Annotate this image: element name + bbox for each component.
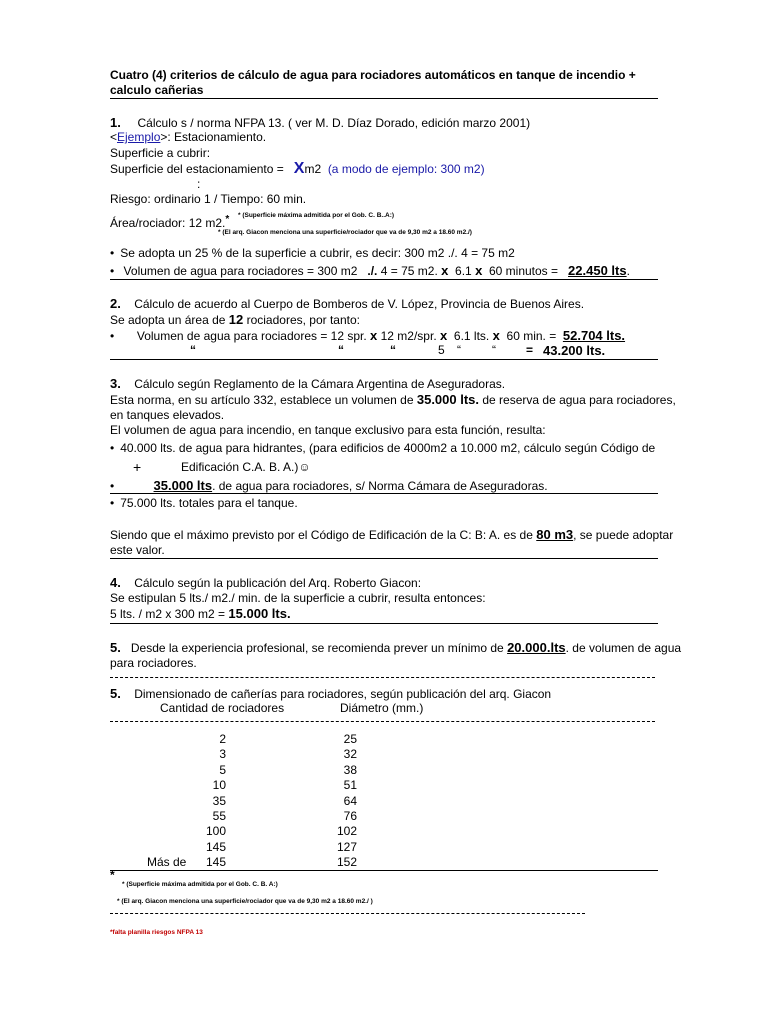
table-cell-sprinklers: 145	[205, 855, 226, 869]
footer-star: *	[110, 868, 115, 882]
section-2-rule	[110, 359, 658, 360]
table-dashed-rule	[110, 721, 655, 722]
area-line: Área/rociador: 12 m2.*	[110, 214, 230, 230]
section-3-heading: 3. Cálculo según Reglamento de la Cámara Argentina de Aseguradoras.	[110, 376, 506, 391]
x-mark: X	[293, 160, 305, 177]
section-5-heading: 5. Desde la experiencia profesional, se recomienda prever un mínimo de 20.000.lts. de volumen de agua	[110, 640, 682, 655]
bullet-sprinklers: • 35.000 lts. de agua para rociadores, s/ Norma Cámara de Aseguradoras.	[110, 478, 548, 494]
table-bottom-rule	[110, 870, 658, 871]
table-cell-diameter: 38	[343, 763, 357, 777]
section-2-heading: 2. Cálculo de acuerdo al Cuerpo de Bomberos de V. López, Provincia de Buenos Aires.	[110, 296, 585, 311]
example-link[interactable]: Ejemplo	[117, 130, 161, 144]
more-than-label: Más de	[147, 855, 187, 869]
table-cell-diameter: 25	[343, 732, 357, 746]
risk-line: Riesgo: ordinario 1 / Tiempo: 60 min.	[110, 192, 307, 206]
surface-line: Superficie a cubrir:	[110, 146, 211, 160]
section-5-dashed-rule	[110, 677, 655, 678]
bullet-volume-2: • Volumen de agua para rociadores = 12 spr. x 12 m2/spr. x 6.1 lts. x 60 min. = 52.704 lts.	[110, 328, 625, 344]
section-3-rule	[110, 558, 658, 559]
document-title: Cuatro (4) criterios de cálculo de agua para rociadores automáticos en tanque de incendio + calculo cañerias	[110, 68, 636, 97]
footer-dashed-rule	[110, 913, 585, 914]
plus-mark: +	[133, 459, 142, 475]
area-adopt-line: Se adopta un área de 12 rociadores, por tanto:	[110, 312, 360, 327]
bullet-total: • 75.000 lts. totales para el tanque.	[110, 496, 298, 511]
footnote-b: * (El arq. Giacon menciona una superficie/rociador que va de 9,30 m2 a 18.60 m2./)	[218, 229, 472, 236]
col-header-sprinklers: Cantidad de rociadores	[160, 701, 285, 715]
bullet-hydrants: • 40.000 lts. de agua para hidrantes, (para edificios de 4000m2 a 10.000 m2, cálculo según Código de	[110, 441, 655, 456]
max-code-line-2: este valor.	[110, 543, 165, 557]
norm-line-1: Esta norma, en su artículo 332, establece un volumen de 35.000 lts. de reserva de agua para rociadores,	[110, 392, 676, 407]
table-cell-diameter: 51	[343, 778, 357, 792]
table-cell-sprinklers: 55	[212, 809, 226, 823]
result-22450: 22.450 lts	[568, 263, 627, 278]
section-1-heading: 1. Cálculo s / norma NFPA 13. ( ver M. D. Díaz Dorado, edición marzo 2001)	[110, 115, 531, 130]
footnote-a: * (Superficie máxima admitida por el Gob. C. B..A:)	[238, 212, 395, 219]
table-cell-sprinklers: 3	[219, 747, 226, 761]
footnote-star: *	[225, 214, 230, 225]
section-1-rule	[110, 279, 658, 280]
table-cell-sprinklers: 10	[212, 778, 226, 792]
title-rule	[110, 98, 658, 99]
table-cell-sprinklers: 100	[205, 824, 226, 838]
table-cell-sprinklers: 145	[205, 840, 226, 854]
giacon-line-2: 5 lts. / m2 x 300 m2 = 15.000 lts.	[110, 606, 291, 621]
table-cell-diameter: 152	[336, 855, 357, 869]
example-note: (a modo de ejemplo: 300 m2)	[327, 162, 485, 176]
bullet-adopt: • Se adopta un 25 % de la superficie a cubrir, es decir: 300 m2 ./. 4 = 75 m2	[110, 246, 515, 261]
bullet-volume-1: • Volumen de agua para rociadores = 300 m2 ./. 4 = 75 m2. x 6.1 x 60 minutos = 22.450 lts.	[110, 263, 630, 279]
norm-line-3: El volumen de agua para incendio, en tanque exclusivo para esta función, resulta:	[110, 423, 546, 437]
parking-surface-line: Superficie del estacionamiento = Xm2 (a modo de ejemplo: 300 m2)	[110, 160, 485, 177]
section-pipes-heading: 5. Dimensionado de cañerías para rociadores, según publicación del arq. Giacon	[110, 686, 552, 701]
norm-line-2: en tanques elevados.	[110, 408, 225, 422]
footer-footnote-1: * (Superficie máxima admitida por el Gob. C. B. A:)	[122, 881, 278, 888]
table-cell-diameter: 127	[336, 840, 357, 854]
document-page: Cuatro (4) criterios de cálculo de agua para rociadores automáticos en tanque de incendio + calculo cañerias 1. Cálculo s / norma NFPA 13. ( ver M. D. Díaz Dorado, edición marzo 2001) <Ejemplo>: Estacionamiento. Superficie a cubrir: Superficie del estacionamiento = Xm2 (a modo de ejemplo: 300 m2) : Riesgo: ordinario 1 / Tiempo: 60 min. Área/rociador: 12 m2.* * (Superficie máxima admitida por el Gob. C. B..A:) * (El arq. Giacon menciona una superficie/rociador que va de 9,30 m2 a 18.60 m2./) • Se adopta un 25 % de la superficie a cubrir, es decir: 300 m2 ./. 4 = 75 m2 • Volumen de agua para rociadores = 300 m2 ./. 4 = 75 m2. x 6.1 x 60 minutos = 22.450 lts. 2. Cálculo de acuerdo al Cuerpo de Bomberos de V. López, Provincia de Buenos Aires. Se adopta un área de 12 rociadores, por tanto: • Volumen de agua para rociadores = 12 spr. x 12 m2/spr. x 6.1 lts. x 60 min. = 52.704 lts. “ “ “ 5 “ “ = 43.200 lts. 3. Cálculo según Reglamento de la Cámara Argentina de Aseguradoras. Esta norma, en su artículo 332, establece un volumen de 35.000 lts. de reserva de agua para rociadores, en tanques elevados. El volumen de agua para incendio, en tanque exclusivo para esta función, resulta: • 40.000 lts. de agua para hidrantes, (para edificios de 4000m2 a 10.000 m2, cálculo según Código de + Edificación C.A. B. A.)☺ • 35.000 lts. de agua para rociadores, s/ Norma Cámara de Aseguradoras. • 75.000 lts. totales para el tanque. Siendo que el máximo previsto por el Código de Edificación de la C: B: A. es de 80 m3, se puede adoptar este valor. 4. Cálculo según la publicación del Arq. Roberto Giacon: Se estipulan 5 lts./ m2./ min. de la superficie a cubrir, resulta entonces: 5 lts. / m2 x 300 m2 = 15.000 lts. 5. Desde la experiencia profesional, se recomienda prever un mínimo de 20.000.lts. de volumen de agua para rociadores. 5. Dimensionado de cañerías para rociadores, según publicación del arq. Giacon Cantidad de rociadores Diámetro (mm.) 2 25 3 32 5 38 10 51 35 64 55 76 100 102 145 127 145 152 Más de * * (Superficie máxima admitida por el Gob. C. B. A:) * (El arq. Giacon menciona una superficie/rociador que va de 9,30 m2 a 18.60 m2./ ) *falta planilla riesgos NFPA 13	[0, 0, 768, 1024]
section-4-heading: 4. Cálculo según la publicación del Arq. Roberto Giacon:	[110, 575, 422, 590]
result-15000: 15.000 lts.	[228, 606, 291, 621]
giacon-line-1: Se estipulan 5 lts./ m2./ min. de la superficie a cubrir, resulta entonces:	[110, 591, 486, 605]
table-cell-diameter: 64	[343, 794, 357, 808]
table-cell-diameter: 102	[336, 824, 357, 838]
hydrants-cont: Edificación C.A. B. A.)☺	[181, 460, 311, 474]
example-line: <Ejemplo>: Estacionamiento.	[110, 130, 267, 144]
result-43200: 43.200 lts.	[543, 343, 606, 358]
table-cell-diameter: 32	[343, 747, 357, 761]
table-cell-sprinklers: 5	[219, 763, 226, 777]
col-header-diameter: Diámetro (mm.)	[340, 701, 424, 715]
missing-risk-sheet-note: *falta planilla riesgos NFPA 13	[110, 929, 203, 936]
table-cell-sprinklers: 2	[219, 732, 226, 746]
section-3-subrule	[110, 493, 658, 494]
colon-mark: :	[197, 177, 201, 191]
section-4-rule	[110, 623, 658, 624]
result-52704: 52.704 lts.	[562, 328, 626, 343]
section-5-line-2: para rociadores.	[110, 656, 197, 670]
table-cell-sprinklers: 35	[212, 794, 226, 808]
table-cell-diameter: 76	[343, 809, 357, 823]
footer-footnote-2: * (El arq. Giacon menciona una superficie/rociador que va de 9,30 m2 a 18.60 m2./ )	[117, 898, 373, 905]
max-code-line: Siendo que el máximo previsto por el Código de Edificación de la C: B: A. es de 80 m3, se puede adoptar	[110, 527, 674, 542]
